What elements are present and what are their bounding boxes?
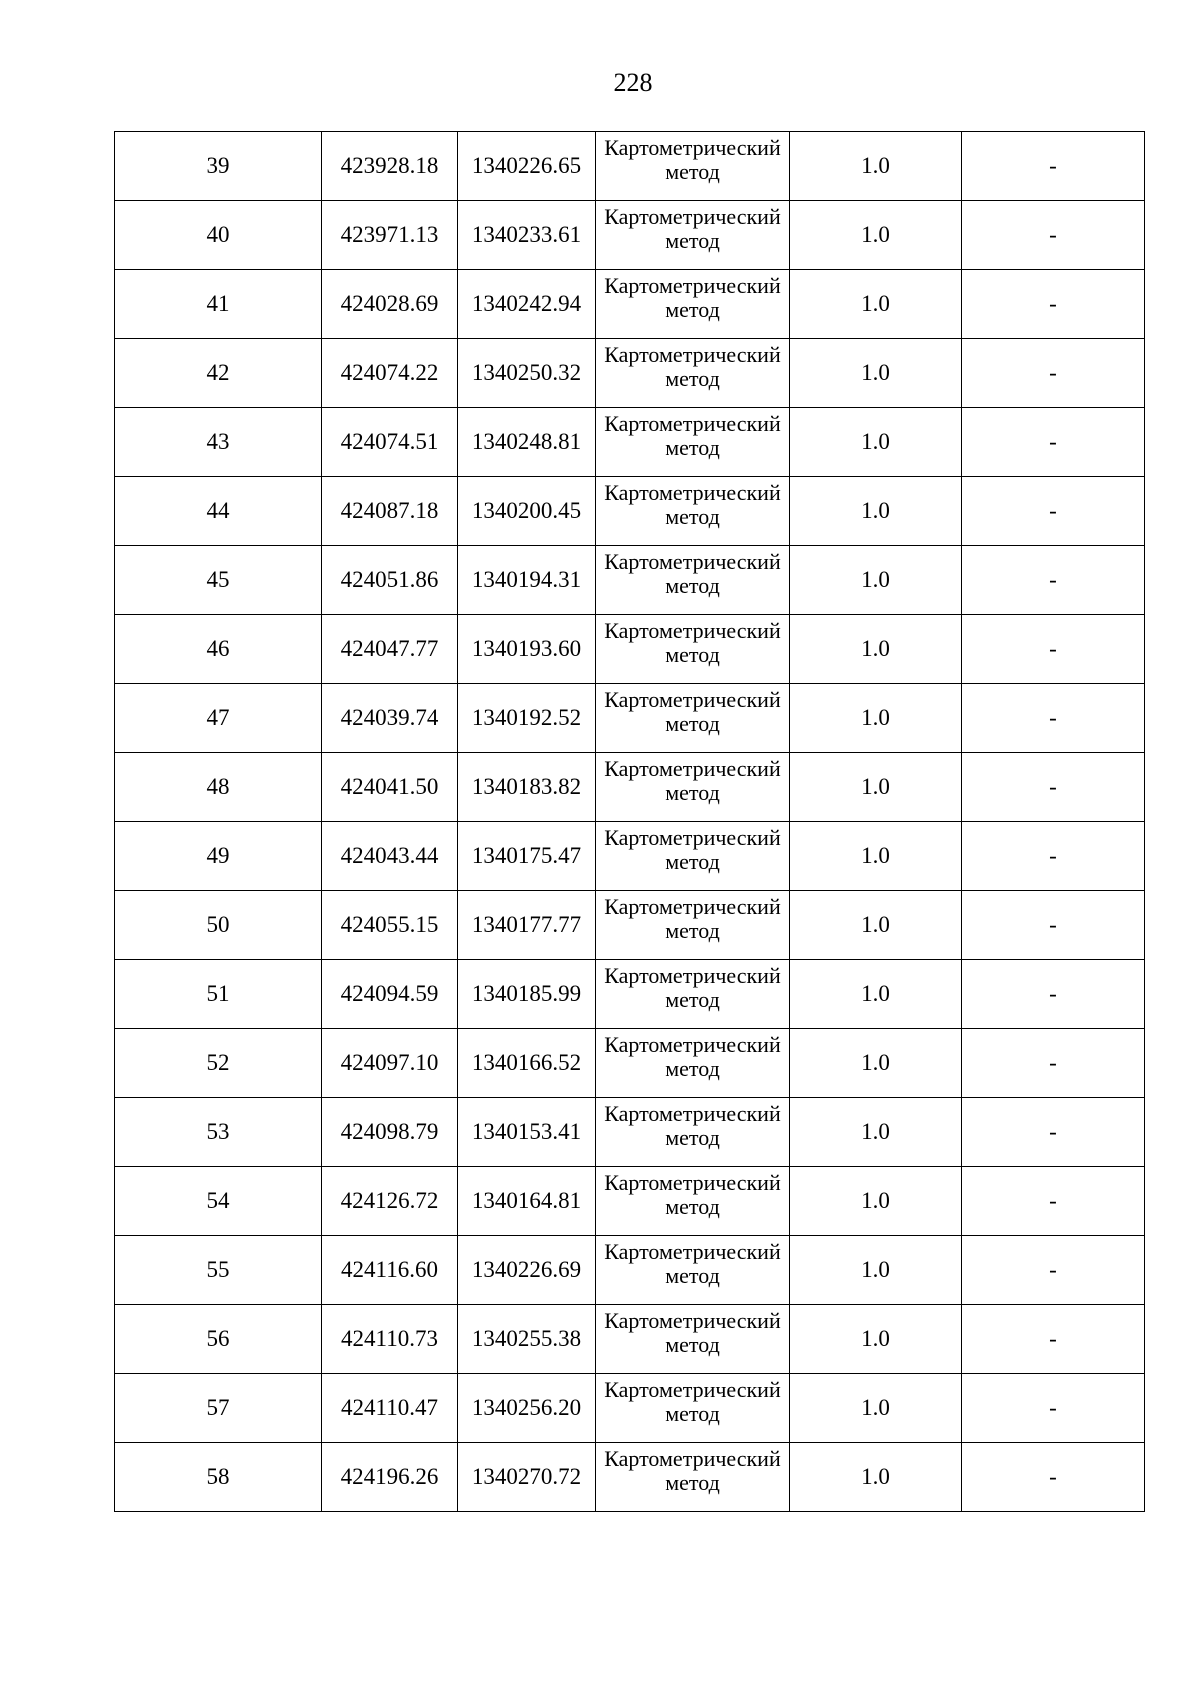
- table-row: [115, 1443, 1145, 1512]
- method-text: Картометрический метод: [604, 1307, 781, 1357]
- table-row: [115, 1374, 1145, 1443]
- accuracy-cell: 1.0: [790, 1098, 962, 1167]
- point-number-cell: 56: [115, 1305, 322, 1374]
- table-row: [115, 753, 1145, 822]
- table-row: [115, 1236, 1145, 1305]
- y-coordinate-cell: 1340192.52: [458, 684, 596, 753]
- table-row: [115, 1029, 1145, 1098]
- x-coordinate-cell: 424094.59: [322, 960, 458, 1029]
- point-number-cell: 40: [115, 201, 322, 270]
- y-coordinate-cell: 1340175.47: [458, 822, 596, 891]
- accuracy-cell: 1.0: [790, 477, 962, 546]
- method-text: Картометрический метод: [604, 272, 781, 322]
- method-cell: [596, 339, 790, 408]
- note-cell: -: [962, 1029, 1145, 1098]
- method-cell: [596, 270, 790, 339]
- accuracy-cell: 1.0: [790, 753, 962, 822]
- accuracy-cell: 1.0: [790, 1305, 962, 1374]
- accuracy-cell: 1.0: [790, 408, 962, 477]
- y-coordinate-cell: 1340256.20: [458, 1374, 596, 1443]
- method-text: Картометрический метод: [604, 824, 781, 874]
- x-coordinate-cell: 424051.86: [322, 546, 458, 615]
- y-coordinate-cell: 1340255.38: [458, 1305, 596, 1374]
- note-cell: -: [962, 1443, 1145, 1512]
- x-coordinate-cell: 424039.74: [322, 684, 458, 753]
- method-cell: [596, 1236, 790, 1305]
- point-number-cell: 57: [115, 1374, 322, 1443]
- note-cell: -: [962, 1167, 1145, 1236]
- y-coordinate-cell: 1340164.81: [458, 1167, 596, 1236]
- x-coordinate-cell: 424098.79: [322, 1098, 458, 1167]
- note-cell: -: [962, 891, 1145, 960]
- method-text: Картометрический метод: [604, 962, 781, 1012]
- method-cell: [596, 891, 790, 960]
- point-number-cell: 54: [115, 1167, 322, 1236]
- note-cell: -: [962, 270, 1145, 339]
- method-text: Картометрический метод: [604, 410, 781, 460]
- y-coordinate-cell: 1340200.45: [458, 477, 596, 546]
- accuracy-cell: 1.0: [790, 201, 962, 270]
- method-text: Картометрический метод: [604, 1376, 781, 1426]
- table-row: [115, 822, 1145, 891]
- point-number-cell: 50: [115, 891, 322, 960]
- method-text: Картометрический метод: [604, 686, 781, 736]
- accuracy-cell: 1.0: [790, 546, 962, 615]
- accuracy-cell: 1.0: [790, 1443, 962, 1512]
- x-coordinate-cell: 424126.72: [322, 1167, 458, 1236]
- point-number-cell: 48: [115, 753, 322, 822]
- x-coordinate-cell: 424047.77: [322, 615, 458, 684]
- method-cell: [596, 615, 790, 684]
- method-text: Картометрический метод: [604, 893, 781, 943]
- x-coordinate-cell: 424110.47: [322, 1374, 458, 1443]
- accuracy-cell: 1.0: [790, 339, 962, 408]
- accuracy-cell: 1.0: [790, 960, 962, 1029]
- accuracy-cell: 1.0: [790, 615, 962, 684]
- x-coordinate-cell: 424074.51: [322, 408, 458, 477]
- note-cell: -: [962, 960, 1145, 1029]
- x-coordinate-cell: 424110.73: [322, 1305, 458, 1374]
- table-row: [115, 615, 1145, 684]
- table-row: [115, 339, 1145, 408]
- point-number-cell: 47: [115, 684, 322, 753]
- y-coordinate-cell: 1340153.41: [458, 1098, 596, 1167]
- method-cell: [596, 1167, 790, 1236]
- table-row: [115, 1098, 1145, 1167]
- point-number-cell: 55: [115, 1236, 322, 1305]
- method-cell: [596, 753, 790, 822]
- note-cell: -: [962, 1236, 1145, 1305]
- method-text: Картометрический метод: [604, 1100, 781, 1150]
- x-coordinate-cell: 424097.10: [322, 1029, 458, 1098]
- method-text: Картометрический метод: [604, 548, 781, 598]
- page-number: 228: [613, 68, 653, 97]
- method-text: Картометрический метод: [604, 1445, 781, 1495]
- y-coordinate-cell: 1340226.69: [458, 1236, 596, 1305]
- accuracy-cell: 1.0: [790, 822, 962, 891]
- x-coordinate-cell: 423971.13: [322, 201, 458, 270]
- method-text: Картометрический метод: [604, 1169, 781, 1219]
- y-coordinate-cell: 1340250.32: [458, 339, 596, 408]
- note-cell: -: [962, 1374, 1145, 1443]
- note-cell: -: [962, 1305, 1145, 1374]
- method-cell: [596, 408, 790, 477]
- x-coordinate-cell: 424043.44: [322, 822, 458, 891]
- y-coordinate-cell: 1340166.52: [458, 1029, 596, 1098]
- accuracy-cell: 1.0: [790, 132, 962, 201]
- table-row: [115, 270, 1145, 339]
- accuracy-cell: 1.0: [790, 684, 962, 753]
- point-number-cell: 49: [115, 822, 322, 891]
- accuracy-cell: 1.0: [790, 1236, 962, 1305]
- y-coordinate-cell: 1340233.61: [458, 201, 596, 270]
- note-cell: -: [962, 339, 1145, 408]
- method-text: Картометрический метод: [604, 755, 781, 805]
- point-number-cell: 42: [115, 339, 322, 408]
- table-row: [115, 201, 1145, 270]
- table-row: [115, 891, 1145, 960]
- x-coordinate-cell: 424041.50: [322, 753, 458, 822]
- table-row: [115, 546, 1145, 615]
- method-text: Картометрический метод: [604, 479, 781, 529]
- point-number-cell: 51: [115, 960, 322, 1029]
- method-cell: [596, 1374, 790, 1443]
- table-row: [115, 1167, 1145, 1236]
- accuracy-cell: 1.0: [790, 891, 962, 960]
- note-cell: -: [962, 546, 1145, 615]
- note-cell: -: [962, 684, 1145, 753]
- y-coordinate-cell: 1340183.82: [458, 753, 596, 822]
- table-row: [115, 1305, 1145, 1374]
- table-row: [115, 960, 1145, 1029]
- coordinates-table: [114, 131, 1145, 1512]
- note-cell: -: [962, 1098, 1145, 1167]
- method-text: Картометрический метод: [604, 341, 781, 391]
- method-text: Картометрический метод: [604, 1238, 781, 1288]
- method-cell: [596, 477, 790, 546]
- point-number-cell: 41: [115, 270, 322, 339]
- method-cell: [596, 1443, 790, 1512]
- method-cell: [596, 822, 790, 891]
- x-coordinate-cell: 424087.18: [322, 477, 458, 546]
- method-cell: [596, 132, 790, 201]
- note-cell: -: [962, 132, 1145, 201]
- x-coordinate-cell: 424055.15: [322, 891, 458, 960]
- method-cell: [596, 1305, 790, 1374]
- point-number-cell: 53: [115, 1098, 322, 1167]
- method-text: Картометрический метод: [604, 1031, 781, 1081]
- point-number-cell: 44: [115, 477, 322, 546]
- method-text: Картометрический метод: [604, 134, 781, 184]
- table-body: [115, 132, 1145, 1512]
- accuracy-cell: 1.0: [790, 1374, 962, 1443]
- note-cell: -: [962, 753, 1145, 822]
- y-coordinate-cell: 1340248.81: [458, 408, 596, 477]
- accuracy-cell: 1.0: [790, 270, 962, 339]
- point-number-cell: 45: [115, 546, 322, 615]
- note-cell: -: [962, 615, 1145, 684]
- point-number-cell: 43: [115, 408, 322, 477]
- method-cell: [596, 684, 790, 753]
- x-coordinate-cell: 423928.18: [322, 132, 458, 201]
- accuracy-cell: 1.0: [790, 1029, 962, 1098]
- y-coordinate-cell: 1340226.65: [458, 132, 596, 201]
- method-cell: [596, 1029, 790, 1098]
- method-text: Картометрический метод: [604, 203, 781, 253]
- method-cell: [596, 546, 790, 615]
- y-coordinate-cell: 1340185.99: [458, 960, 596, 1029]
- y-coordinate-cell: 1340270.72: [458, 1443, 596, 1512]
- method-cell: [596, 960, 790, 1029]
- point-number-cell: 58: [115, 1443, 322, 1512]
- x-coordinate-cell: 424074.22: [322, 339, 458, 408]
- x-coordinate-cell: 424116.60: [322, 1236, 458, 1305]
- note-cell: -: [962, 477, 1145, 546]
- table-row: [115, 132, 1145, 201]
- point-number-cell: 39: [115, 132, 322, 201]
- note-cell: -: [962, 201, 1145, 270]
- x-coordinate-cell: 424196.26: [322, 1443, 458, 1512]
- note-cell: -: [962, 408, 1145, 477]
- note-cell: -: [962, 822, 1145, 891]
- x-coordinate-cell: 424028.69: [322, 270, 458, 339]
- table-row: [115, 477, 1145, 546]
- table-row: [115, 684, 1145, 753]
- y-coordinate-cell: 1340194.31: [458, 546, 596, 615]
- point-number-cell: 46: [115, 615, 322, 684]
- table-row: [115, 408, 1145, 477]
- method-cell: [596, 1098, 790, 1167]
- method-cell: [596, 201, 790, 270]
- y-coordinate-cell: 1340177.77: [458, 891, 596, 960]
- method-text: Картометрический метод: [604, 617, 781, 667]
- y-coordinate-cell: 1340242.94: [458, 270, 596, 339]
- y-coordinate-cell: 1340193.60: [458, 615, 596, 684]
- accuracy-cell: 1.0: [790, 1167, 962, 1236]
- point-number-cell: 52: [115, 1029, 322, 1098]
